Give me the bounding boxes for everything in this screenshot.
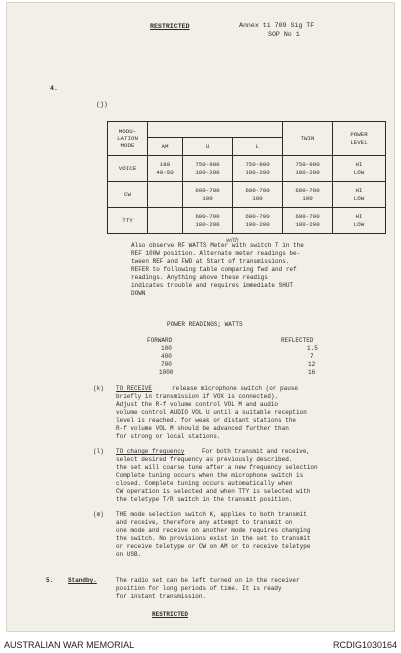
row-l: 600-700 100-200 [233,208,283,234]
archive-credit-bar [0,636,401,653]
para-k-line: release microphone switch (or pause [172,385,299,392]
table-row [108,208,386,234]
power-readings-title: POWER READINGS; WATTS [167,321,243,328]
para-k-heading: TO RECEIVE [116,385,153,392]
para-l-line: For both transmit and receive, [202,448,311,455]
para-5-line: position for long periods of time. It is ready [116,585,282,592]
para-l-line: closed. Complete tuning occurs automatically when [116,480,293,487]
classification-header: RESTRICTED [150,23,190,30]
para-m-line: one mode and receive on another mode requires changing [116,527,311,534]
para-k-line: briefly in transmission if VOX is connected). [116,393,279,400]
para-l-line: the teletype T/R switch in the transmit position. [116,496,293,503]
power-reflected-value: 16 [308,369,316,376]
annex-reference: Annex ti 709 Sig TF [239,22,315,29]
para-j-line: DOWN [131,290,146,297]
para-m-line: or receive teletype or CW on AM or to receive teletype [116,543,311,550]
para-j-line: readings. Anything above these readigs [131,274,268,281]
para-l-heading: TO change frequency [116,448,185,455]
para-l-line: select desired frequency as previously described. [116,456,293,463]
power-reflected-value: 7 [310,353,314,360]
row-mode: CW [108,182,148,208]
paragraph-number: 4. [50,85,58,92]
row-mode: VOICE [108,156,148,182]
power-reflected-value: 12 [308,361,316,368]
para-5-line: The radio set can be left turned on in the receiver [116,577,300,584]
header-am: AM [148,138,183,156]
row-am [148,208,183,234]
para-m-line: and receive, therefore any attempt to transmit on [116,519,293,526]
para-j-line: REF 100W position. Alternate meter readings be- [131,250,301,257]
row-twin: 750-900 100-200 [283,156,333,182]
header-u: U [183,138,233,156]
para-k-line: Adjust the R-f volume control VOL M and audio [116,401,279,408]
row-u: 750-900 100-200 [183,156,233,182]
row-u: 600-700 100 [183,182,233,208]
para-k-line: R-f volume VOL M should be advanced further than [116,425,289,432]
row-power: HI LOW [333,156,386,182]
header-twin: TWIN [283,122,333,156]
mode-power-table [107,121,386,234]
row-twin: 600-700 100 [283,182,333,208]
para-l-line: Complete tuning occurs when the microphone switch is [116,472,304,479]
header-mode: MODU- LATION MODE [108,122,148,156]
para-5-line: for instant transmission. [116,593,207,600]
para-l-line: CW operation is selected and when TTY is selected with [116,488,311,495]
para-m-line: the switch. No provisions exist in the set to transmit [116,535,311,542]
classification-footer: RESTRICTED [152,611,189,618]
para-k-line: level is reached. for weak or distant stations the [116,417,297,424]
para-m-line: THE mode selection switch K, applies to both transmit [116,511,307,518]
para-l-label: (l) [93,448,104,455]
para-j-line: Also observe RF WATTS Meter with switch T in the [131,242,304,249]
row-u: 600-700 100-200 [183,208,233,234]
header-sideband-group [148,122,283,138]
row-am: 180 40-50 [148,156,183,182]
header-power-level: POWER LEVEL [333,122,386,156]
row-twin: 600-700 100-200 [283,208,333,234]
record-id: RCDIG1030164 [332,640,397,650]
para-j-line: indicates trouble and requires immediate SHUT [131,282,294,289]
row-power: HI LOW [333,208,386,234]
sub-paragraph-j: (j) [96,101,108,108]
para-m-line: on USB. [116,551,142,558]
row-mode: TTY [108,208,148,234]
archive-name: AUSTRALIAN WAR MEMORIAL [4,640,135,650]
para-l-line: the set will coarse tune after a new frequency selection [116,464,318,471]
power-forward-value: 1000 [159,369,174,376]
sop-number: SOP No 1 [268,31,300,38]
row-am [148,182,183,208]
power-forward-value: 400 [161,353,172,360]
para-5-label: 5. [46,577,54,584]
para-m-label: (m) [93,511,104,518]
row-l: 750-900 100-200 [233,156,283,182]
handwritten-note: with [226,237,239,244]
row-l: 600-700 100 [233,182,283,208]
para-k-line: for strong or local stations. [116,433,221,440]
power-forward-value: 100 [161,345,172,352]
power-col-reflected: REFLECTED [281,337,314,344]
header-l: L [233,138,283,156]
para-k-line: volume control AUDIO VOL U until a suitable reception [116,409,307,416]
power-forward-value: 700 [161,361,172,368]
power-reflected-value: 1.5 [307,345,318,352]
para-k-label: (k) [93,385,104,392]
table-row [108,182,386,208]
para-5-heading: Standby. [68,577,97,584]
table-row [108,156,386,182]
power-col-forward: FORWARD [147,337,173,344]
para-j-line: REFER to following table comparing fwd and ref [131,266,297,273]
row-power: HI LOW [333,182,386,208]
para-j-line: tween REF and FWD at Start of transmissions. [131,258,290,265]
